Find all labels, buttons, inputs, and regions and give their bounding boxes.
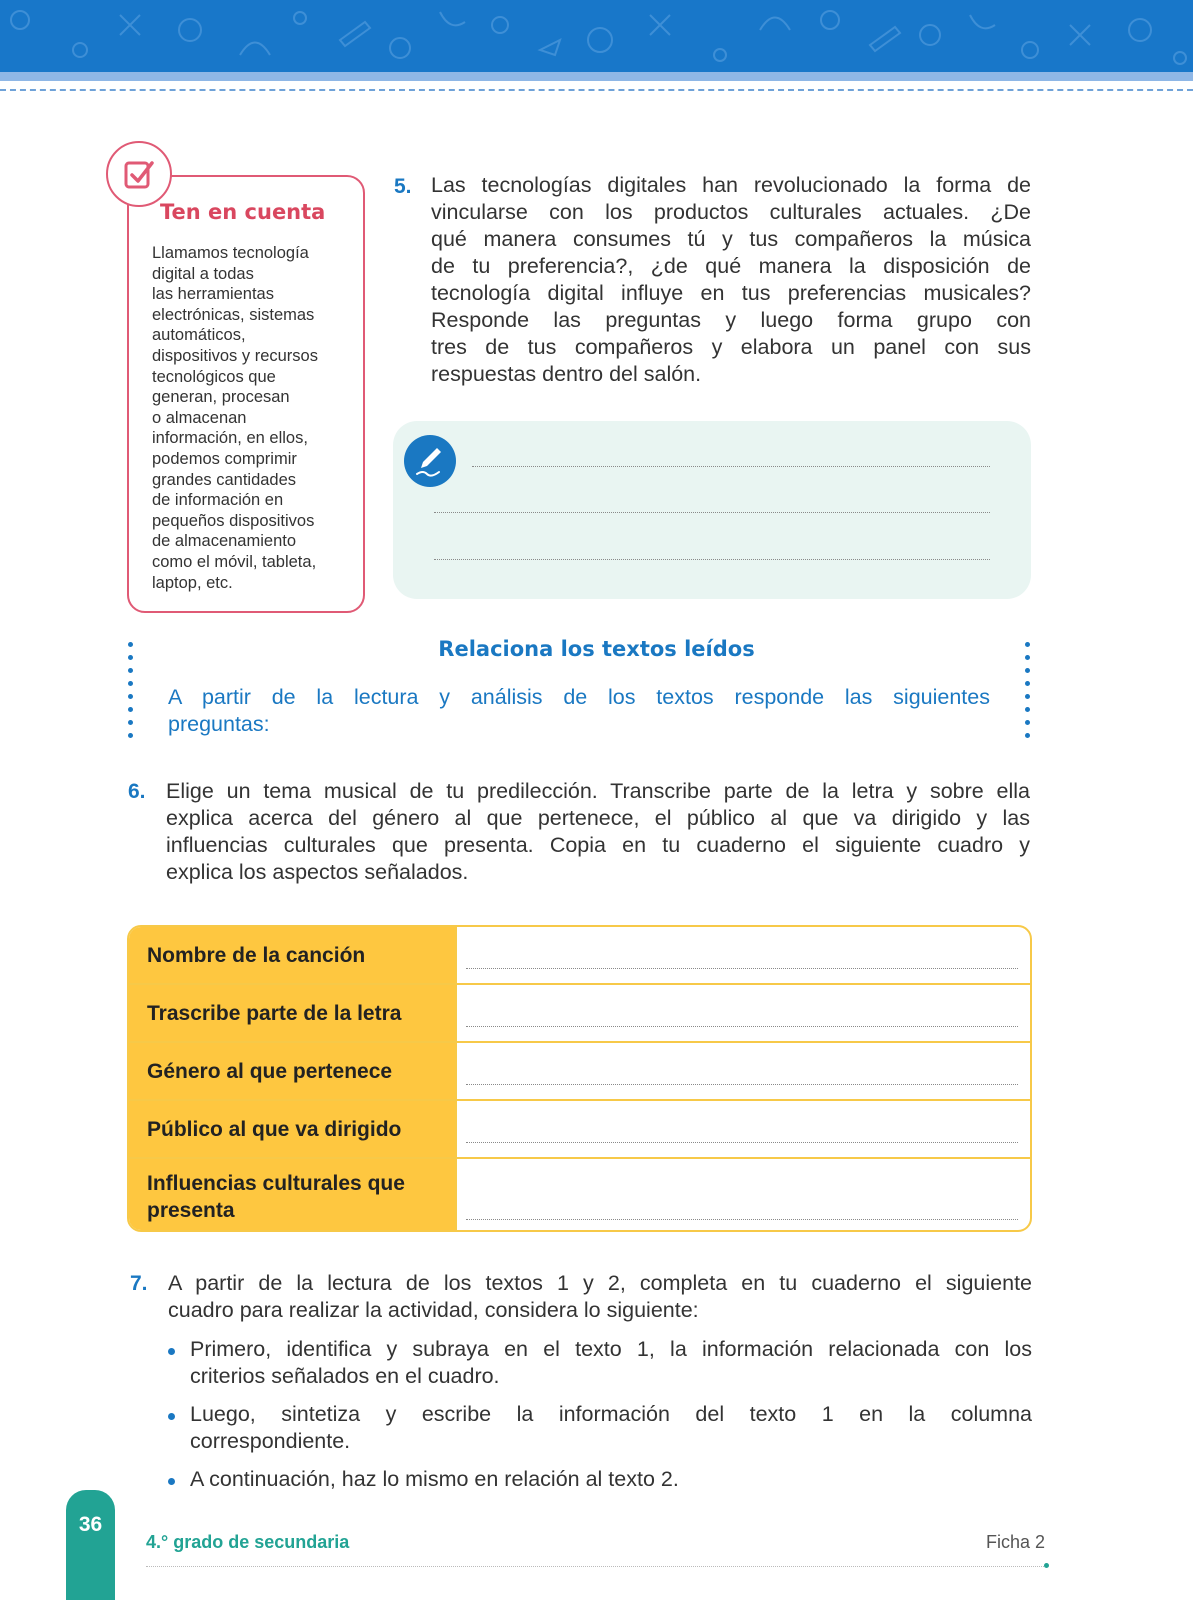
bullet-item-2: Luego, sintetiza y escribe la información del texto 1 en la columna correspondiente. — [190, 1402, 1032, 1453]
table-row — [129, 1101, 1030, 1159]
item-5-number: 5. — [394, 175, 412, 198]
row-label: Nombre de la canción — [129, 927, 457, 983]
answer-line-2[interactable] — [434, 512, 990, 513]
table-row — [129, 927, 1030, 985]
header-stripe — [0, 72, 1193, 81]
bullet-dot — [168, 1478, 175, 1485]
pencil-icon — [413, 444, 447, 478]
footer-dot — [1044, 1563, 1049, 1568]
bullet-dot — [168, 1413, 175, 1420]
footer-grade: 4.° grado de secundaria — [146, 1532, 350, 1552]
row-answer-line[interactable] — [466, 1219, 1018, 1220]
item-6-number: 6. — [128, 780, 146, 803]
header-dashed-divider — [0, 89, 1193, 91]
section-title: Relaciona los textos leídos — [438, 637, 755, 661]
answer-line-3[interactable] — [434, 559, 990, 560]
row-label: Influencias culturales que presenta — [129, 1159, 457, 1232]
footer-divider — [146, 1566, 1044, 1567]
row-answer-line[interactable] — [466, 1026, 1018, 1027]
item-5-text: Las tecnologías digitales han revolucionado la forma de vincularse con los productos culturales actuales. ¿De qué manera consumes tú y tus compañeros la música de tu preferencia?, ¿de qué manera la disposición de tecnología digital influye en tus preferencias musicales? Responde las preguntas y luego forma grupo con tres de tus compañeros y elabora un panel con sus respuestas dentro del salón. — [431, 173, 1031, 386]
section-right-dots — [1025, 642, 1031, 746]
row-label: Género al que pertenece — [129, 1043, 457, 1099]
doodle-pattern — [0, 0, 1193, 72]
item-7-text: A partir de la lectura de los textos 1 y 2, completa en tu cuaderno el siguiente cuadro para realizar la actividad, considera lo siguiente: — [168, 1271, 1032, 1322]
page-number: 36 — [78, 1513, 103, 1536]
checklist-icon — [120, 155, 158, 193]
table-row — [129, 985, 1030, 1043]
song-table — [127, 925, 1032, 1232]
header-band — [0, 0, 1193, 72]
section-left-dots — [128, 642, 134, 746]
page-number-tab — [66, 1490, 115, 1600]
bullet-item-1: Primero, identifica y subraya en el texto 1, la información relacionada con los criterios señalados en el cuadro. — [190, 1337, 1032, 1388]
row-label: Trascribe parte de la letra — [129, 985, 457, 1041]
answer-panel[interactable] — [393, 421, 1031, 599]
row-answer-line[interactable] — [466, 1142, 1018, 1143]
pencil-badge — [404, 435, 456, 487]
row-label: Público al que va dirigido — [129, 1101, 457, 1157]
tip-badge — [106, 141, 172, 207]
answer-line-1[interactable] — [472, 466, 990, 467]
row-answer-line[interactable] — [466, 968, 1018, 969]
footer-sheet: Ficha 2 — [985, 1532, 1045, 1552]
section-instructions: A partir de la lectura y análisis de los textos responde las siguientes preguntas: — [168, 685, 990, 736]
table-row — [129, 1159, 1030, 1232]
bullet-item-3: A continuación, haz lo mismo en relación al texto 2. — [190, 1467, 679, 1491]
bullet-dot — [168, 1348, 175, 1355]
tip-text: Llamamos tecnología digital a todas las herramientas electrónicas, sistemas automáticos, dispositivos y recursos tecnológicos que generan, procesan o almacenan información, en ellos, podemos comprimir grandes cantidades de información en pequeños dispositivos de almacenamiento como el móvil, tableta, laptop, etc. — [152, 244, 318, 592]
item-6-text: Elige un tema musical de tu predilección. Transcribe parte de la letra y sobre ella explica acerca del género al que pertenece, el público al que va dirigido y las influencias culturales que presenta. Copia en tu cuaderno el siguiente cuadro y explica los aspectos señalados. — [166, 779, 1030, 884]
tip-title: Ten en cuenta — [160, 200, 326, 224]
table-row — [129, 1043, 1030, 1101]
item-7-number: 7. — [130, 1272, 148, 1295]
row-answer-line[interactable] — [466, 1084, 1018, 1085]
